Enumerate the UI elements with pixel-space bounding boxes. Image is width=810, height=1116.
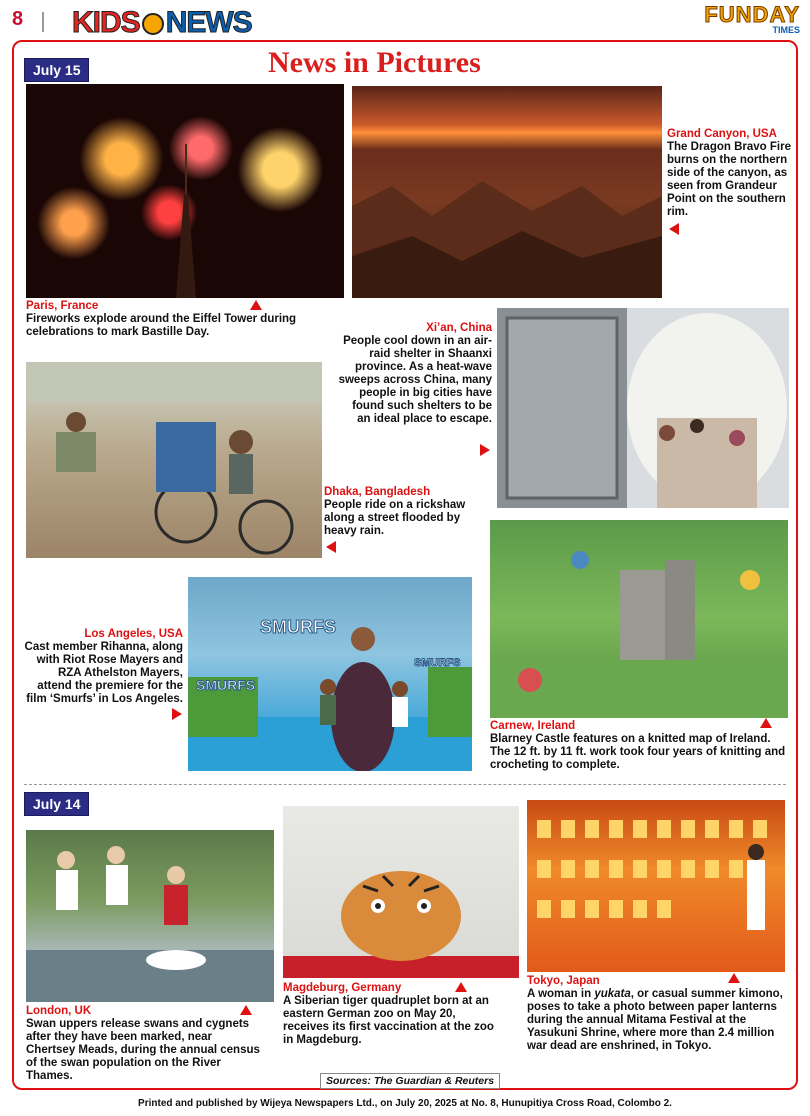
arrow-up-icon (240, 1005, 252, 1015)
paris-text: Fireworks explode around the Eiffel Tower during celebrations to mark Bastille Day. (26, 313, 297, 338)
imprint-footer: Printed and published by Wijeya Newspapers Ltd., on July 20, 2025 at No. 8, Hunupitiya Cross Road, Colombo 2. (138, 1098, 672, 1109)
page-number: 8 (12, 8, 24, 30)
date-tag-july-14: July 14 (24, 792, 89, 816)
dhaka-rickshaw-photo (26, 362, 322, 558)
dhaka-text: People ride on a rickshaw along a street flooded by heavy rain. (324, 499, 466, 537)
smurfs-sign-center: SMURFS (260, 617, 336, 637)
la-caption (24, 628, 183, 706)
arrow-up-icon (760, 718, 772, 728)
xian-text: People cool down in an air-raid shelter in Shaanxi province. As a heat-wave sweeps across China, many people in big cities have found such shelters to be an ideal place to escape. (338, 335, 492, 425)
eiffel-tower-icon (26, 84, 344, 298)
canyon-place: Grand Canyon, USA (667, 128, 777, 140)
arrow-up-icon (250, 300, 262, 310)
tokyo-place: Tokyo, Japan (527, 975, 600, 987)
date-tag-july-15: July 15 (24, 58, 89, 82)
page-title: News in Pictures (268, 46, 481, 79)
smurfs-sign-right: SMURFS (414, 657, 461, 669)
arrow-right-icon (172, 708, 182, 720)
canyon-caption (667, 128, 793, 219)
lantern-wall (527, 800, 785, 972)
magdeburg-text: A Siberian tiger quadruplet born at an eastern German zoo on May 20, receives its first vaccination at the zoo in Magdeburg. (283, 995, 494, 1046)
london-caption (26, 1005, 262, 1083)
tokyo-text-post: , or casual summer kimono, poses to take a photo between paper lanterns during the annual Mitama Festival at the Yasukuni Shrine, where more than 2.4 million war dead are enshrined, in Tokyo. (527, 988, 783, 1052)
xian-place: Xi’an, China (426, 322, 492, 334)
magdeburg-caption (283, 982, 501, 1047)
tokyo-text-pre: A woman in (527, 988, 595, 1000)
arrow-right-icon (480, 444, 490, 456)
section-divider (24, 784, 786, 785)
paris-place: Paris, France (26, 300, 99, 312)
knitted-map-photo (490, 520, 788, 718)
shelter-tunnel (497, 308, 789, 508)
logo-kids-text: KIDS (72, 6, 140, 39)
tokyo-text-em: yukata (594, 988, 631, 1000)
arrow-left-icon (326, 541, 336, 553)
knitted-castle (490, 520, 788, 718)
tokyo-caption (527, 975, 793, 1053)
magdeburg-place: Magdeburg, Germany (283, 982, 402, 994)
carnew-caption (490, 720, 790, 772)
grand-canyon-photo (352, 86, 662, 298)
tiger-cub-photo (283, 806, 519, 978)
canyon-ridges (352, 86, 662, 298)
xian-shelter-photo (497, 308, 789, 508)
london-text: Swan uppers release swans and cygnets after they have been marked, near Chertsey Meads, during the annual census of the swan population on the River Thames. (26, 1018, 260, 1082)
la-place: Los Angeles, USA (84, 628, 183, 640)
smurfs-scene (188, 577, 472, 771)
tokyo-lanterns-photo (527, 800, 785, 972)
carnew-place: Carnew, Ireland (490, 720, 576, 732)
arrow-left-icon (669, 223, 679, 235)
smurfs-premiere-photo (188, 577, 472, 771)
tiger-mascot-icon (142, 13, 164, 35)
swan-uppers-scene (26, 830, 274, 1002)
logo-times-text: TIMES (772, 25, 800, 35)
logo-news-text: NEWS (165, 6, 252, 39)
la-text: Cast member Rihanna, along with Riot Rose Mayers and RZA Athelston Mayers, attend the premiere for the film ‘Smurfs’ in Los Angeles. (24, 641, 183, 705)
canyon-text: The Dragon Bravo Fire burns on the northern side of the canyon, as seen from Grandeur Point on the southern rim. (667, 141, 791, 218)
header-divider (42, 12, 44, 32)
london-swans-photo (26, 830, 274, 1002)
funday-times-logo (690, 2, 800, 38)
dhaka-place: Dhaka, Bangladesh (324, 486, 431, 498)
carnew-text: Blarney Castle features on a knitted map of Ireland. The 12 ft. by 11 ft. work took four years of knitting and crocheting to complete. (490, 733, 786, 771)
dhaka-caption (324, 486, 474, 538)
arrow-up-icon (728, 973, 740, 983)
rickshaw-scene (26, 362, 322, 558)
paris-caption (26, 300, 326, 339)
kids-news-logo (72, 6, 252, 40)
sources-credit: Sources: The Guardian & Reuters (320, 1073, 500, 1089)
logo-funday-text: FUNDAY (704, 2, 800, 27)
smurfs-sign-left: SMURFS (196, 677, 256, 693)
xian-caption (336, 322, 492, 426)
london-place: London, UK (26, 1005, 92, 1017)
arrow-up-icon (455, 982, 467, 992)
paris-fireworks-photo (26, 84, 344, 298)
tiger-cub-scene (283, 806, 519, 978)
